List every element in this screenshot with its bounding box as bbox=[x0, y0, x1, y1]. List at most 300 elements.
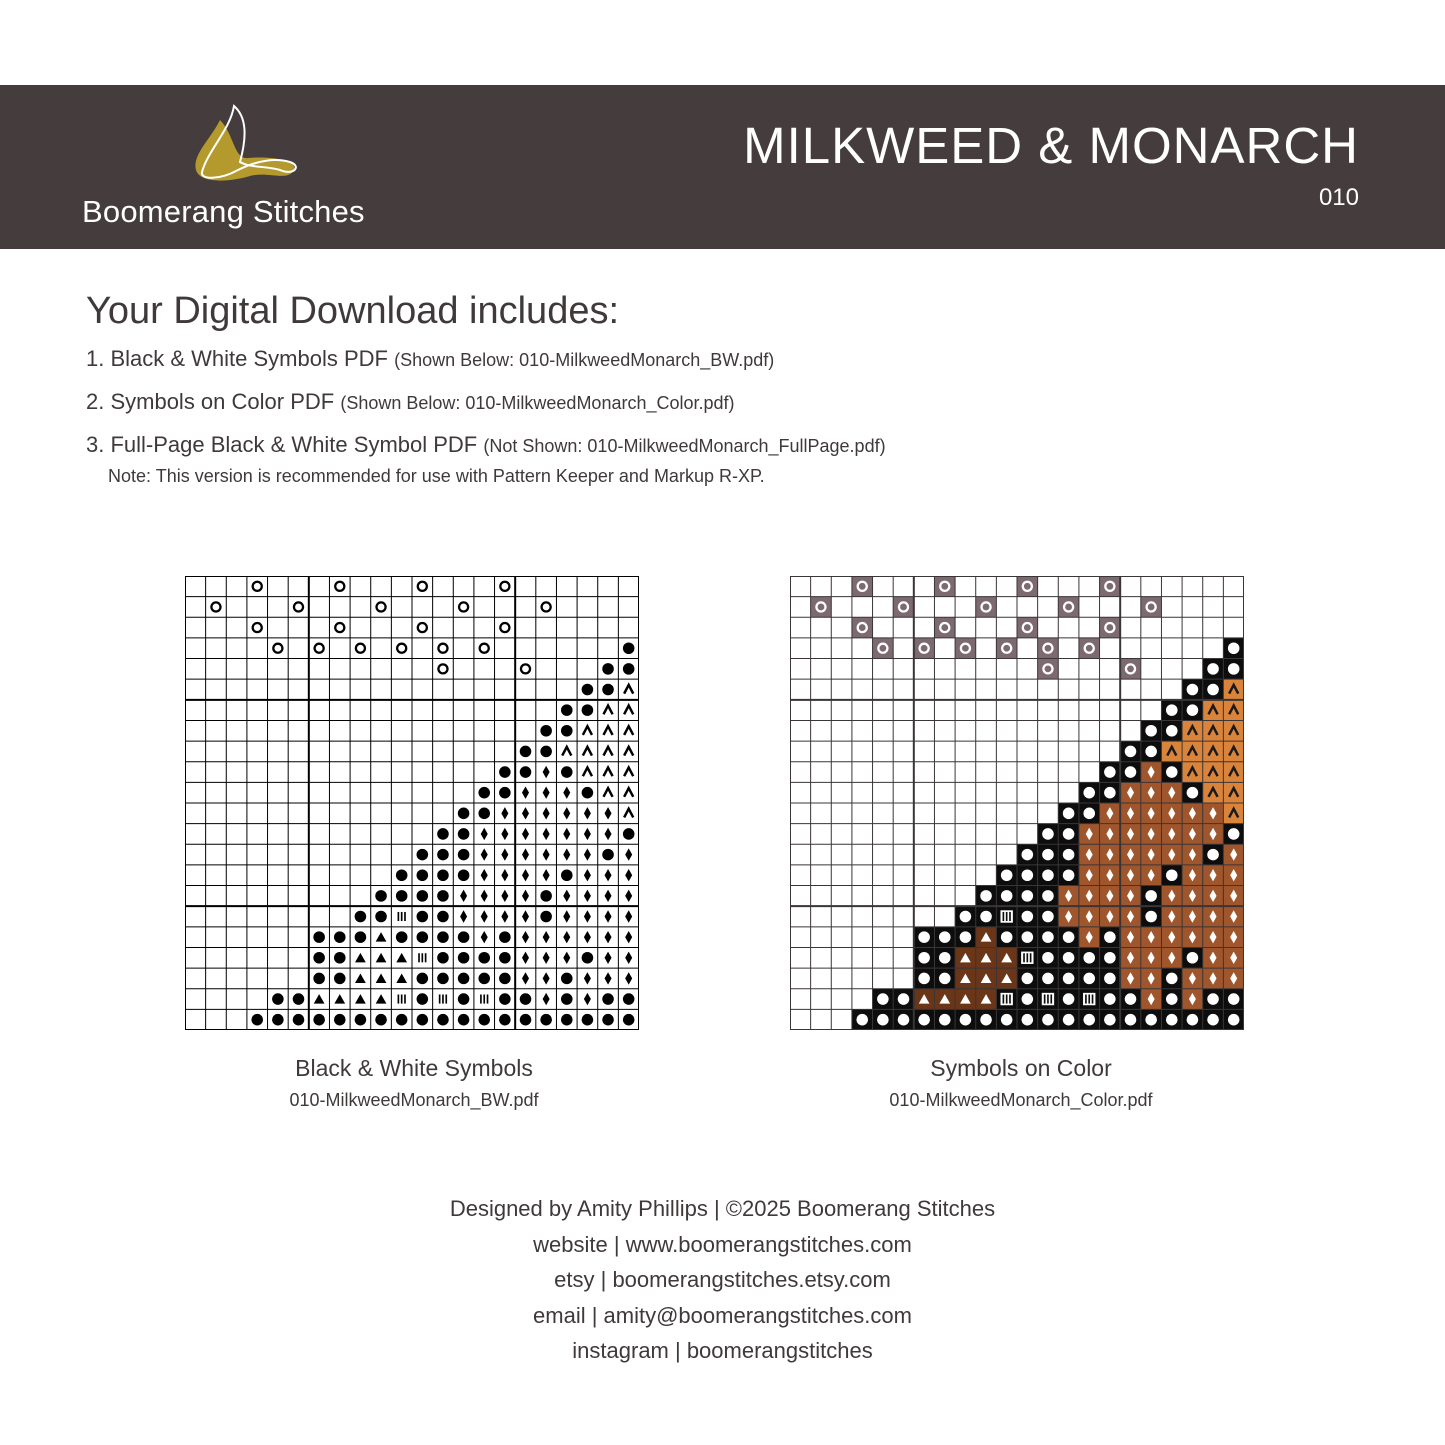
stitch-diamond bbox=[1182, 865, 1203, 886]
stitch-triangle bbox=[976, 968, 997, 989]
stitch-dot bbox=[478, 808, 490, 820]
stitch-dot bbox=[1100, 989, 1121, 1010]
stitch-triangle bbox=[976, 947, 997, 968]
stitch-dot bbox=[996, 927, 1017, 948]
stitch-diamond bbox=[1223, 947, 1244, 968]
stitch-dot bbox=[561, 725, 573, 737]
stitch-diamond bbox=[1161, 803, 1182, 824]
stitch-dot bbox=[396, 1014, 408, 1026]
stitch-dot bbox=[1017, 886, 1038, 907]
stitch-dot bbox=[976, 1009, 997, 1030]
stitch-dot bbox=[520, 746, 532, 758]
stitch-diamond bbox=[1141, 927, 1162, 948]
stitch-dot bbox=[499, 973, 511, 985]
stitch-dot bbox=[1182, 700, 1203, 721]
stitch-dot bbox=[458, 828, 470, 840]
stitch-dot bbox=[602, 849, 614, 861]
stitch-caret bbox=[1203, 741, 1224, 762]
download-item-3 bbox=[86, 432, 886, 458]
stitch-dot bbox=[437, 849, 449, 861]
stitch-dot bbox=[520, 1014, 532, 1026]
stitch-dot bbox=[313, 973, 325, 985]
stitch-diamond bbox=[1223, 844, 1244, 865]
stitch-dot bbox=[1161, 762, 1182, 783]
stitch-dot bbox=[561, 869, 573, 881]
stitch-dot bbox=[561, 704, 573, 716]
stitch-dot bbox=[1223, 1009, 1244, 1030]
stitch-diamond bbox=[1141, 803, 1162, 824]
stitch-dot bbox=[561, 1014, 573, 1026]
stitch-diamond bbox=[1161, 824, 1182, 845]
stitch-bars bbox=[1038, 989, 1059, 1010]
stitch-dot bbox=[1038, 824, 1059, 845]
stitch-dot bbox=[499, 766, 511, 778]
stitch-dot bbox=[602, 684, 614, 696]
stitch-diamond bbox=[1120, 947, 1141, 968]
stitch-diamond bbox=[1120, 906, 1141, 927]
stitch-dot bbox=[914, 968, 935, 989]
color-preview-title: Symbols on Color bbox=[930, 1055, 1112, 1081]
stitch-dot bbox=[934, 927, 955, 948]
stitch-dot bbox=[417, 869, 429, 881]
stitch-diamond bbox=[1058, 886, 1079, 907]
stitch-diamond bbox=[1161, 927, 1182, 948]
stitch-dot bbox=[1017, 906, 1038, 927]
stitch-diamond bbox=[1079, 865, 1100, 886]
stitch-dot bbox=[1058, 1009, 1079, 1030]
stitch-diamond bbox=[1182, 989, 1203, 1010]
footer-email: email | amity@boomerangstitches.com bbox=[533, 1303, 912, 1328]
stitch-diamond bbox=[1120, 782, 1141, 803]
stitch-dot bbox=[458, 931, 470, 943]
stitch-ring bbox=[893, 597, 914, 618]
stitch-caret bbox=[1203, 700, 1224, 721]
stitch-dot bbox=[976, 906, 997, 927]
stitch-dot bbox=[1120, 989, 1141, 1010]
stitch-bars bbox=[418, 953, 426, 962]
stitch-diamond bbox=[1079, 906, 1100, 927]
stitch-dot bbox=[1017, 844, 1038, 865]
bw-pattern-chart bbox=[185, 576, 639, 1030]
stitch-triangle bbox=[976, 989, 997, 1010]
stitch-diamond bbox=[1182, 886, 1203, 907]
stitch-ring bbox=[934, 576, 955, 597]
stitch-dot bbox=[1017, 865, 1038, 886]
stitch-dot bbox=[417, 911, 429, 923]
stitch-diamond bbox=[1141, 782, 1162, 803]
stitch-diamond bbox=[1161, 947, 1182, 968]
stitch-dot bbox=[1058, 947, 1079, 968]
stitch-caret bbox=[1223, 679, 1244, 700]
stitch-dot bbox=[996, 886, 1017, 907]
stitch-dot bbox=[417, 931, 429, 943]
stitch-dot bbox=[1223, 638, 1244, 659]
stitch-ring bbox=[1079, 638, 1100, 659]
stitch-dot bbox=[623, 663, 635, 675]
stitch-dot bbox=[334, 1014, 346, 1026]
download-item-1 bbox=[86, 346, 774, 372]
stitch-dot bbox=[540, 725, 552, 737]
stitch-caret bbox=[1182, 720, 1203, 741]
stitch-dot bbox=[1161, 989, 1182, 1010]
stitch-dot bbox=[1182, 782, 1203, 803]
stitch-dot bbox=[334, 931, 346, 943]
stitch-dot bbox=[582, 684, 594, 696]
footer-credit: Designed by Amity Phillips | ©2025 Boomerang Stitches bbox=[449, 1196, 996, 1221]
stitch-diamond bbox=[1203, 886, 1224, 907]
download-item-detail: (Shown Below: 010-MilkweedMonarch_Color.pdf) bbox=[340, 393, 735, 413]
stitch-ring bbox=[934, 617, 955, 638]
stitch-diamond bbox=[1182, 927, 1203, 948]
stitch-dot bbox=[996, 865, 1017, 886]
stitch-dot bbox=[955, 1009, 976, 1030]
stitch-dot bbox=[1058, 968, 1079, 989]
stitch-dot bbox=[1079, 782, 1100, 803]
stitch-diamond bbox=[1182, 824, 1203, 845]
stitch-dot bbox=[1223, 659, 1244, 680]
stitch-ring bbox=[1120, 659, 1141, 680]
stitch-diamond bbox=[1203, 865, 1224, 886]
stitch-diamond bbox=[1100, 803, 1121, 824]
stitch-diamond bbox=[1182, 906, 1203, 927]
stitch-dot bbox=[1058, 927, 1079, 948]
stitch-dot bbox=[458, 952, 470, 964]
stitch-diamond bbox=[1203, 927, 1224, 948]
stitch-dot bbox=[1079, 1009, 1100, 1030]
stitch-dot bbox=[437, 911, 449, 923]
stitch-dot bbox=[1038, 927, 1059, 948]
stitch-dot bbox=[1182, 1009, 1203, 1030]
stitch-diamond bbox=[1182, 968, 1203, 989]
stitch-dot bbox=[437, 869, 449, 881]
stitch-dot bbox=[437, 973, 449, 985]
stitch-diamond bbox=[1203, 803, 1224, 824]
stitch-diamond bbox=[1100, 865, 1121, 886]
stitch-diamond bbox=[1223, 968, 1244, 989]
stitch-diamond bbox=[1120, 927, 1141, 948]
stitch-diamond bbox=[1141, 947, 1162, 968]
stitch-dot bbox=[934, 947, 955, 968]
stitch-dot bbox=[582, 1014, 594, 1026]
bw-preview-title: Black & White Symbols bbox=[295, 1055, 533, 1081]
stitch-dot bbox=[582, 787, 594, 799]
stitch-dot bbox=[1203, 659, 1224, 680]
stitch-dot bbox=[334, 973, 346, 985]
stitch-dot bbox=[437, 931, 449, 943]
stitch-dot bbox=[1203, 989, 1224, 1010]
stitch-diamond bbox=[1079, 886, 1100, 907]
stitch-dot bbox=[417, 1014, 429, 1026]
stitch-dot bbox=[914, 927, 935, 948]
stitch-dot bbox=[1100, 782, 1121, 803]
stitch-dot bbox=[561, 973, 573, 985]
stitch-dot bbox=[602, 663, 614, 675]
stitch-dot bbox=[976, 886, 997, 907]
footer-etsy: etsy | boomerangstitches.etsy.com bbox=[554, 1267, 891, 1292]
stitch-diamond bbox=[1100, 906, 1121, 927]
stitch-dot bbox=[893, 1009, 914, 1030]
stitch-dot bbox=[437, 952, 449, 964]
stitch-dot bbox=[334, 952, 346, 964]
stitch-dot bbox=[561, 766, 573, 778]
stitch-diamond bbox=[1161, 886, 1182, 907]
stitch-ring bbox=[852, 617, 873, 638]
stitch-ring bbox=[1141, 597, 1162, 618]
stitch-triangle bbox=[955, 968, 976, 989]
stitch-dot bbox=[355, 931, 367, 943]
stitch-dot bbox=[602, 1014, 614, 1026]
stitch-triangle bbox=[914, 989, 935, 1010]
pattern-code: 010 bbox=[1318, 184, 1359, 211]
stitch-triangle bbox=[976, 927, 997, 948]
stitch-caret bbox=[1161, 741, 1182, 762]
stitch-dot bbox=[355, 1014, 367, 1026]
stitch-diamond bbox=[1223, 886, 1244, 907]
stitch-diamond bbox=[1100, 824, 1121, 845]
stitch-dot bbox=[1017, 1009, 1038, 1030]
stitch-dot bbox=[893, 989, 914, 1010]
stitch-dot bbox=[1100, 968, 1121, 989]
stitch-triangle bbox=[955, 947, 976, 968]
stitch-dot bbox=[1038, 947, 1059, 968]
stitch-dot bbox=[561, 993, 573, 1005]
stitch-dot bbox=[251, 1014, 263, 1026]
stitch-dot bbox=[1141, 720, 1162, 741]
stitch-dot bbox=[623, 642, 635, 654]
stitch-caret bbox=[1223, 720, 1244, 741]
stitch-dot bbox=[1203, 679, 1224, 700]
stitch-ring bbox=[1100, 617, 1121, 638]
stitch-bars bbox=[398, 912, 406, 921]
stitch-bars bbox=[439, 995, 447, 1004]
stitch-ring bbox=[1058, 597, 1079, 618]
stitch-dot bbox=[1120, 762, 1141, 783]
stitch-dot bbox=[852, 1009, 873, 1030]
stitch-dot bbox=[914, 1009, 935, 1030]
stitch-dot bbox=[396, 869, 408, 881]
stitch-dot bbox=[1058, 824, 1079, 845]
stitch-diamond bbox=[1058, 906, 1079, 927]
stitch-dot bbox=[582, 704, 594, 716]
stitch-dot bbox=[375, 890, 387, 902]
boomerang-logo-icon bbox=[190, 100, 302, 190]
stitch-dot bbox=[623, 828, 635, 840]
stitch-triangle bbox=[996, 968, 1017, 989]
stitch-ring bbox=[873, 638, 894, 659]
stitch-dot bbox=[458, 973, 470, 985]
footer-instagram: instagram | boomerangstitches bbox=[572, 1338, 873, 1363]
stitch-bars bbox=[1017, 947, 1038, 968]
stitch-ring bbox=[1017, 576, 1038, 597]
download-note: Note: This version is recommended for use with Pattern Keeper and Markup R-XP. bbox=[108, 466, 765, 486]
stitch-diamond bbox=[1203, 947, 1224, 968]
stitch-diamond bbox=[1223, 906, 1244, 927]
stitch-bars bbox=[996, 989, 1017, 1010]
stitch-diamond bbox=[1079, 927, 1100, 948]
stitch-dot bbox=[873, 989, 894, 1010]
stitch-diamond bbox=[1120, 824, 1141, 845]
stitch-dot bbox=[623, 993, 635, 1005]
stitch-dot bbox=[293, 1014, 305, 1026]
stitch-bars bbox=[480, 995, 488, 1004]
stitch-dot bbox=[313, 931, 325, 943]
stitch-caret bbox=[1203, 782, 1224, 803]
stitch-dot bbox=[458, 993, 470, 1005]
stitch-dot bbox=[582, 952, 594, 964]
stitch-dot bbox=[1141, 906, 1162, 927]
stitch-dot bbox=[1038, 886, 1059, 907]
footer-website: website | www.boomerangstitches.com bbox=[533, 1232, 912, 1257]
stitch-dot bbox=[540, 911, 552, 923]
downloads-heading: Your Digital Download includes: bbox=[86, 290, 620, 332]
stitch-dot bbox=[1038, 865, 1059, 886]
stitch-dot bbox=[499, 993, 511, 1005]
stitch-dot bbox=[355, 911, 367, 923]
stitch-diamond bbox=[1079, 844, 1100, 865]
download-item-2 bbox=[86, 389, 735, 415]
stitch-dot bbox=[272, 1014, 284, 1026]
stitch-dot bbox=[996, 1009, 1017, 1030]
stitch-dot bbox=[1058, 803, 1079, 824]
stitch-dot bbox=[417, 993, 429, 1005]
stitch-diamond bbox=[1161, 844, 1182, 865]
stitch-dot bbox=[272, 993, 284, 1005]
stitch-dot bbox=[478, 952, 490, 964]
stitch-bars bbox=[398, 995, 406, 1004]
stitch-dot bbox=[499, 931, 511, 943]
stitch-dot bbox=[1079, 803, 1100, 824]
stitch-dot bbox=[1161, 700, 1182, 721]
stitch-diamond bbox=[1203, 968, 1224, 989]
stitch-dot bbox=[1100, 927, 1121, 948]
stitch-dot bbox=[417, 849, 429, 861]
stitch-diamond bbox=[1203, 824, 1224, 845]
stitch-dot bbox=[437, 828, 449, 840]
stitch-dot bbox=[1100, 762, 1121, 783]
stitch-dot bbox=[1079, 947, 1100, 968]
brand-name: Boomerang Stitches bbox=[82, 194, 365, 229]
stitch-ring bbox=[996, 638, 1017, 659]
stitch-diamond bbox=[1120, 886, 1141, 907]
stitch-diamond bbox=[1120, 865, 1141, 886]
stitch-dot bbox=[1100, 1009, 1121, 1030]
download-item-detail: (Not Shown: 010-MilkweedMonarch_FullPage.pdf) bbox=[483, 436, 886, 456]
stitch-dot bbox=[458, 849, 470, 861]
stitch-caret bbox=[1223, 762, 1244, 783]
stitch-ring bbox=[852, 576, 873, 597]
stitch-dot bbox=[1017, 989, 1038, 1010]
stitch-caret bbox=[1223, 782, 1244, 803]
stitch-diamond bbox=[1141, 762, 1162, 783]
stitch-dot bbox=[478, 973, 490, 985]
stitch-dot bbox=[1058, 989, 1079, 1010]
stitch-diamond bbox=[1141, 844, 1162, 865]
stitch-dot bbox=[1058, 844, 1079, 865]
color-pattern-chart bbox=[790, 576, 1244, 1030]
stitch-ring bbox=[1017, 617, 1038, 638]
stitch-caret bbox=[1223, 700, 1244, 721]
bw-preview-file: 010-MilkweedMonarch_BW.pdf bbox=[289, 1090, 539, 1110]
stitch-triangle bbox=[934, 989, 955, 1010]
stitch-diamond bbox=[1141, 824, 1162, 845]
stitch-diamond bbox=[1182, 803, 1203, 824]
stitch-dot bbox=[1141, 1009, 1162, 1030]
stitch-caret bbox=[1182, 762, 1203, 783]
stitch-dot bbox=[375, 1014, 387, 1026]
stitch-dot bbox=[478, 1014, 490, 1026]
page-title: MILKWEED & MONARCH bbox=[743, 117, 1359, 174]
stitch-dot bbox=[293, 993, 305, 1005]
stitch-dot bbox=[417, 973, 429, 985]
stitch-dot bbox=[1017, 927, 1038, 948]
stitch-triangle bbox=[996, 947, 1017, 968]
stitch-dot bbox=[1058, 865, 1079, 886]
stitch-ring bbox=[811, 597, 832, 618]
stitch-dot bbox=[1203, 844, 1224, 865]
stitch-dot bbox=[437, 1014, 449, 1026]
stitch-dot bbox=[437, 890, 449, 902]
stitch-dot bbox=[1223, 824, 1244, 845]
stitch-dot bbox=[1182, 679, 1203, 700]
stitch-dot bbox=[1038, 844, 1059, 865]
stitch-dot bbox=[1161, 1009, 1182, 1030]
stitch-dot bbox=[1079, 968, 1100, 989]
stitch-dot bbox=[375, 911, 387, 923]
stitch-diamond bbox=[1100, 886, 1121, 907]
stitch-dot bbox=[520, 766, 532, 778]
stitch-ring bbox=[976, 597, 997, 618]
stitch-dot bbox=[1141, 741, 1162, 762]
stitch-bars bbox=[1079, 989, 1100, 1010]
stitch-dot bbox=[1161, 865, 1182, 886]
stitch-dot bbox=[1120, 741, 1141, 762]
stitch-dot bbox=[540, 1014, 552, 1026]
stitch-caret bbox=[1223, 803, 1244, 824]
download-item-label: 3. Full-Page Black & White Symbol PDF bbox=[86, 432, 478, 457]
color-preview-file: 010-MilkweedMonarch_Color.pdf bbox=[889, 1090, 1153, 1110]
stitch-dot bbox=[540, 890, 552, 902]
stitch-diamond bbox=[1141, 968, 1162, 989]
stitch-dot bbox=[1038, 906, 1059, 927]
download-item-label: 2. Symbols on Color PDF bbox=[86, 389, 335, 414]
stitch-diamond bbox=[1079, 824, 1100, 845]
stitch-diamond bbox=[1203, 906, 1224, 927]
stitch-dot bbox=[458, 808, 470, 820]
stitch-dot bbox=[1203, 1009, 1224, 1030]
stitch-dot bbox=[458, 1014, 470, 1026]
stitch-dot bbox=[396, 931, 408, 943]
stitch-dot bbox=[499, 1014, 511, 1026]
stitch-dot bbox=[1038, 1009, 1059, 1030]
stitch-diamond bbox=[1223, 927, 1244, 948]
stitch-ring bbox=[914, 638, 935, 659]
stitch-dot bbox=[417, 890, 429, 902]
stitch-dot bbox=[602, 993, 614, 1005]
download-item-label: 1. Black & White Symbols PDF bbox=[86, 346, 388, 371]
stitch-diamond bbox=[1120, 803, 1141, 824]
stitch-dot bbox=[1141, 886, 1162, 907]
stitch-dot bbox=[623, 1014, 635, 1026]
stitch-dot bbox=[1038, 968, 1059, 989]
stitch-dot bbox=[955, 906, 976, 927]
stitch-dot bbox=[1161, 720, 1182, 741]
stitch-dot bbox=[478, 787, 490, 799]
stitch-ring bbox=[1038, 638, 1059, 659]
stitch-dot bbox=[1120, 1009, 1141, 1030]
stitch-diamond bbox=[1141, 989, 1162, 1010]
stitch-caret bbox=[1182, 741, 1203, 762]
stitch-dot bbox=[934, 1009, 955, 1030]
